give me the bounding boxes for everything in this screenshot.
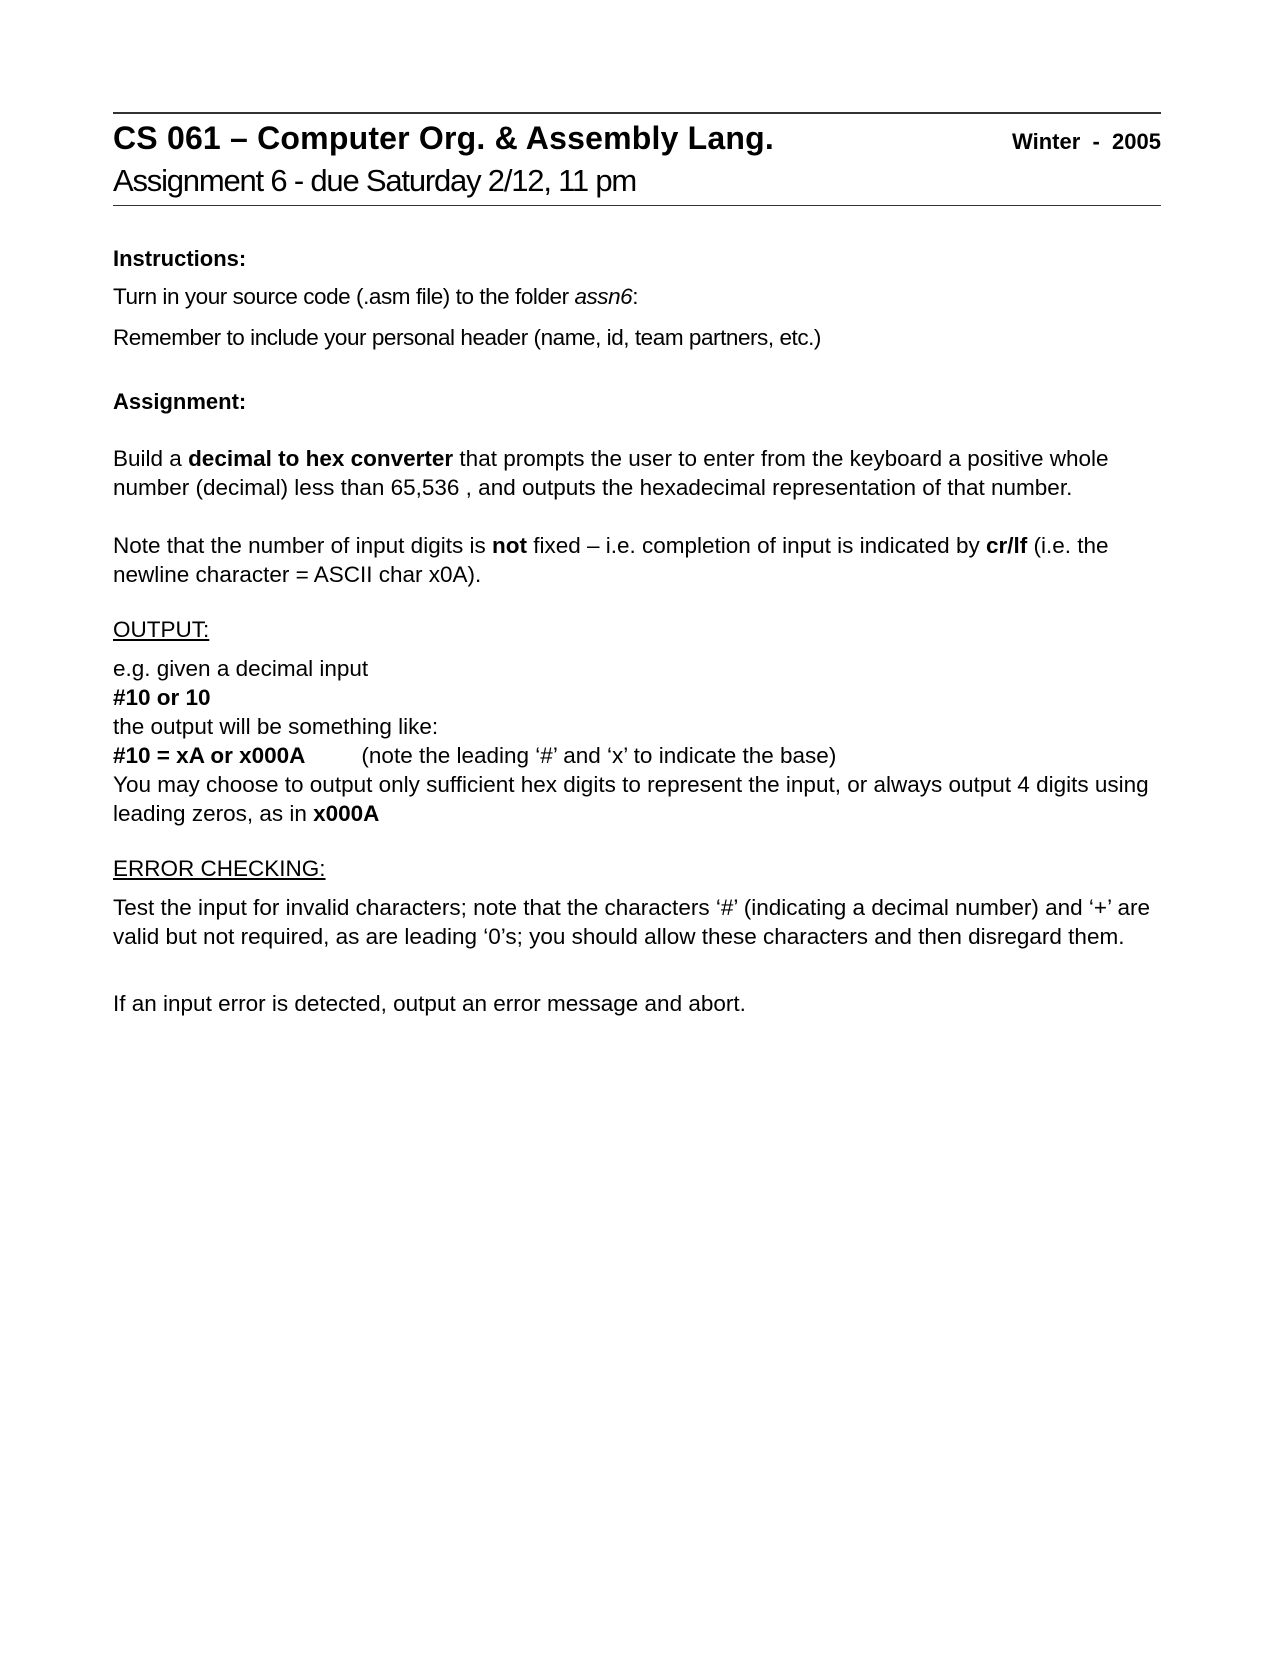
output-example-bold: #10 = xA or x000A bbox=[113, 743, 306, 768]
error-checking-heading: ERROR CHECKING: bbox=[113, 856, 326, 881]
assignment-p1-prefix: Build a bbox=[113, 446, 189, 471]
assignment-subtitle: Assignment 6 - due Saturday 2/12, 11 pm bbox=[113, 163, 637, 198]
assignment-p2-bold-crlf: cr/lf bbox=[985, 533, 1028, 558]
assignment-p1-suffix: that prompts the user to enter from the keyboard a positive whole number (decimal) less than 65,536 , and outputs the hexadecimal representation of that number. bbox=[113, 446, 1109, 500]
term-label: Winter - 2005 bbox=[1012, 129, 1161, 154]
assignment-p1-bold: decimal to hex converter bbox=[188, 446, 454, 471]
output-heading: OUTPUT: bbox=[113, 617, 210, 642]
top-rule bbox=[113, 112, 1161, 114]
output-line-3: the output will be something like: bbox=[113, 714, 439, 739]
output-line-5 bbox=[113, 770, 1161, 828]
assignment-paragraph-2 bbox=[113, 531, 1161, 589]
output-block bbox=[113, 654, 1161, 828]
error-paragraph-1: Test the input for invalid characters; note that the characters ‘#’ (indicating a decimal number) and ‘+’ are valid but not required, as are leading ‘0’s; you should allow these characters and then disregard them. bbox=[113, 895, 1150, 949]
assignment-p2-prefix: Note that the number of input digits is bbox=[113, 533, 492, 558]
assignment-paragraph-1 bbox=[113, 444, 1161, 502]
output-line-1: e.g. given a decimal input bbox=[113, 656, 369, 681]
output-example-note: (note the leading ‘#’ and ‘x’ to indicate the base) bbox=[361, 743, 837, 768]
instructions-line-1-prefix: Turn in your source code (.asm file) to the folder bbox=[113, 284, 575, 309]
error-paragraph-2: If an input error is detected, output an error message and abort. bbox=[113, 991, 746, 1016]
output-line-5-prefix: You may choose to output only sufficient hex digits to represent the input, or always output 4 digits using leading zeros, as in bbox=[113, 772, 1149, 826]
assignment-p2-bold-not: not bbox=[491, 533, 527, 558]
instructions-line-2: Remember to include your personal header (name, id, team partners, etc.) bbox=[113, 325, 821, 350]
assignment-heading: Assignment: bbox=[113, 389, 247, 414]
document-page bbox=[113, 112, 1161, 1018]
output-line-2: #10 or 10 bbox=[113, 685, 211, 710]
instructions-line-1 bbox=[113, 282, 1161, 311]
header-row bbox=[113, 120, 1161, 157]
instructions-line-1-suffix: : bbox=[632, 284, 639, 309]
folder-name: assn6 bbox=[574, 284, 633, 309]
course-title: CS 061 – Computer Org. & Assembly Lang. bbox=[113, 120, 775, 156]
assignment-p2-suffix: (i.e. the newline character = ASCII char x0A). bbox=[113, 533, 1109, 587]
assignment-p2-mid: fixed – i.e. completion of input is indicated by bbox=[526, 533, 986, 558]
header-bottom-rule bbox=[113, 205, 1161, 206]
instructions-heading: Instructions: bbox=[113, 246, 247, 271]
output-line-5-bold: x000A bbox=[313, 801, 380, 826]
output-line-4 bbox=[113, 741, 1161, 770]
